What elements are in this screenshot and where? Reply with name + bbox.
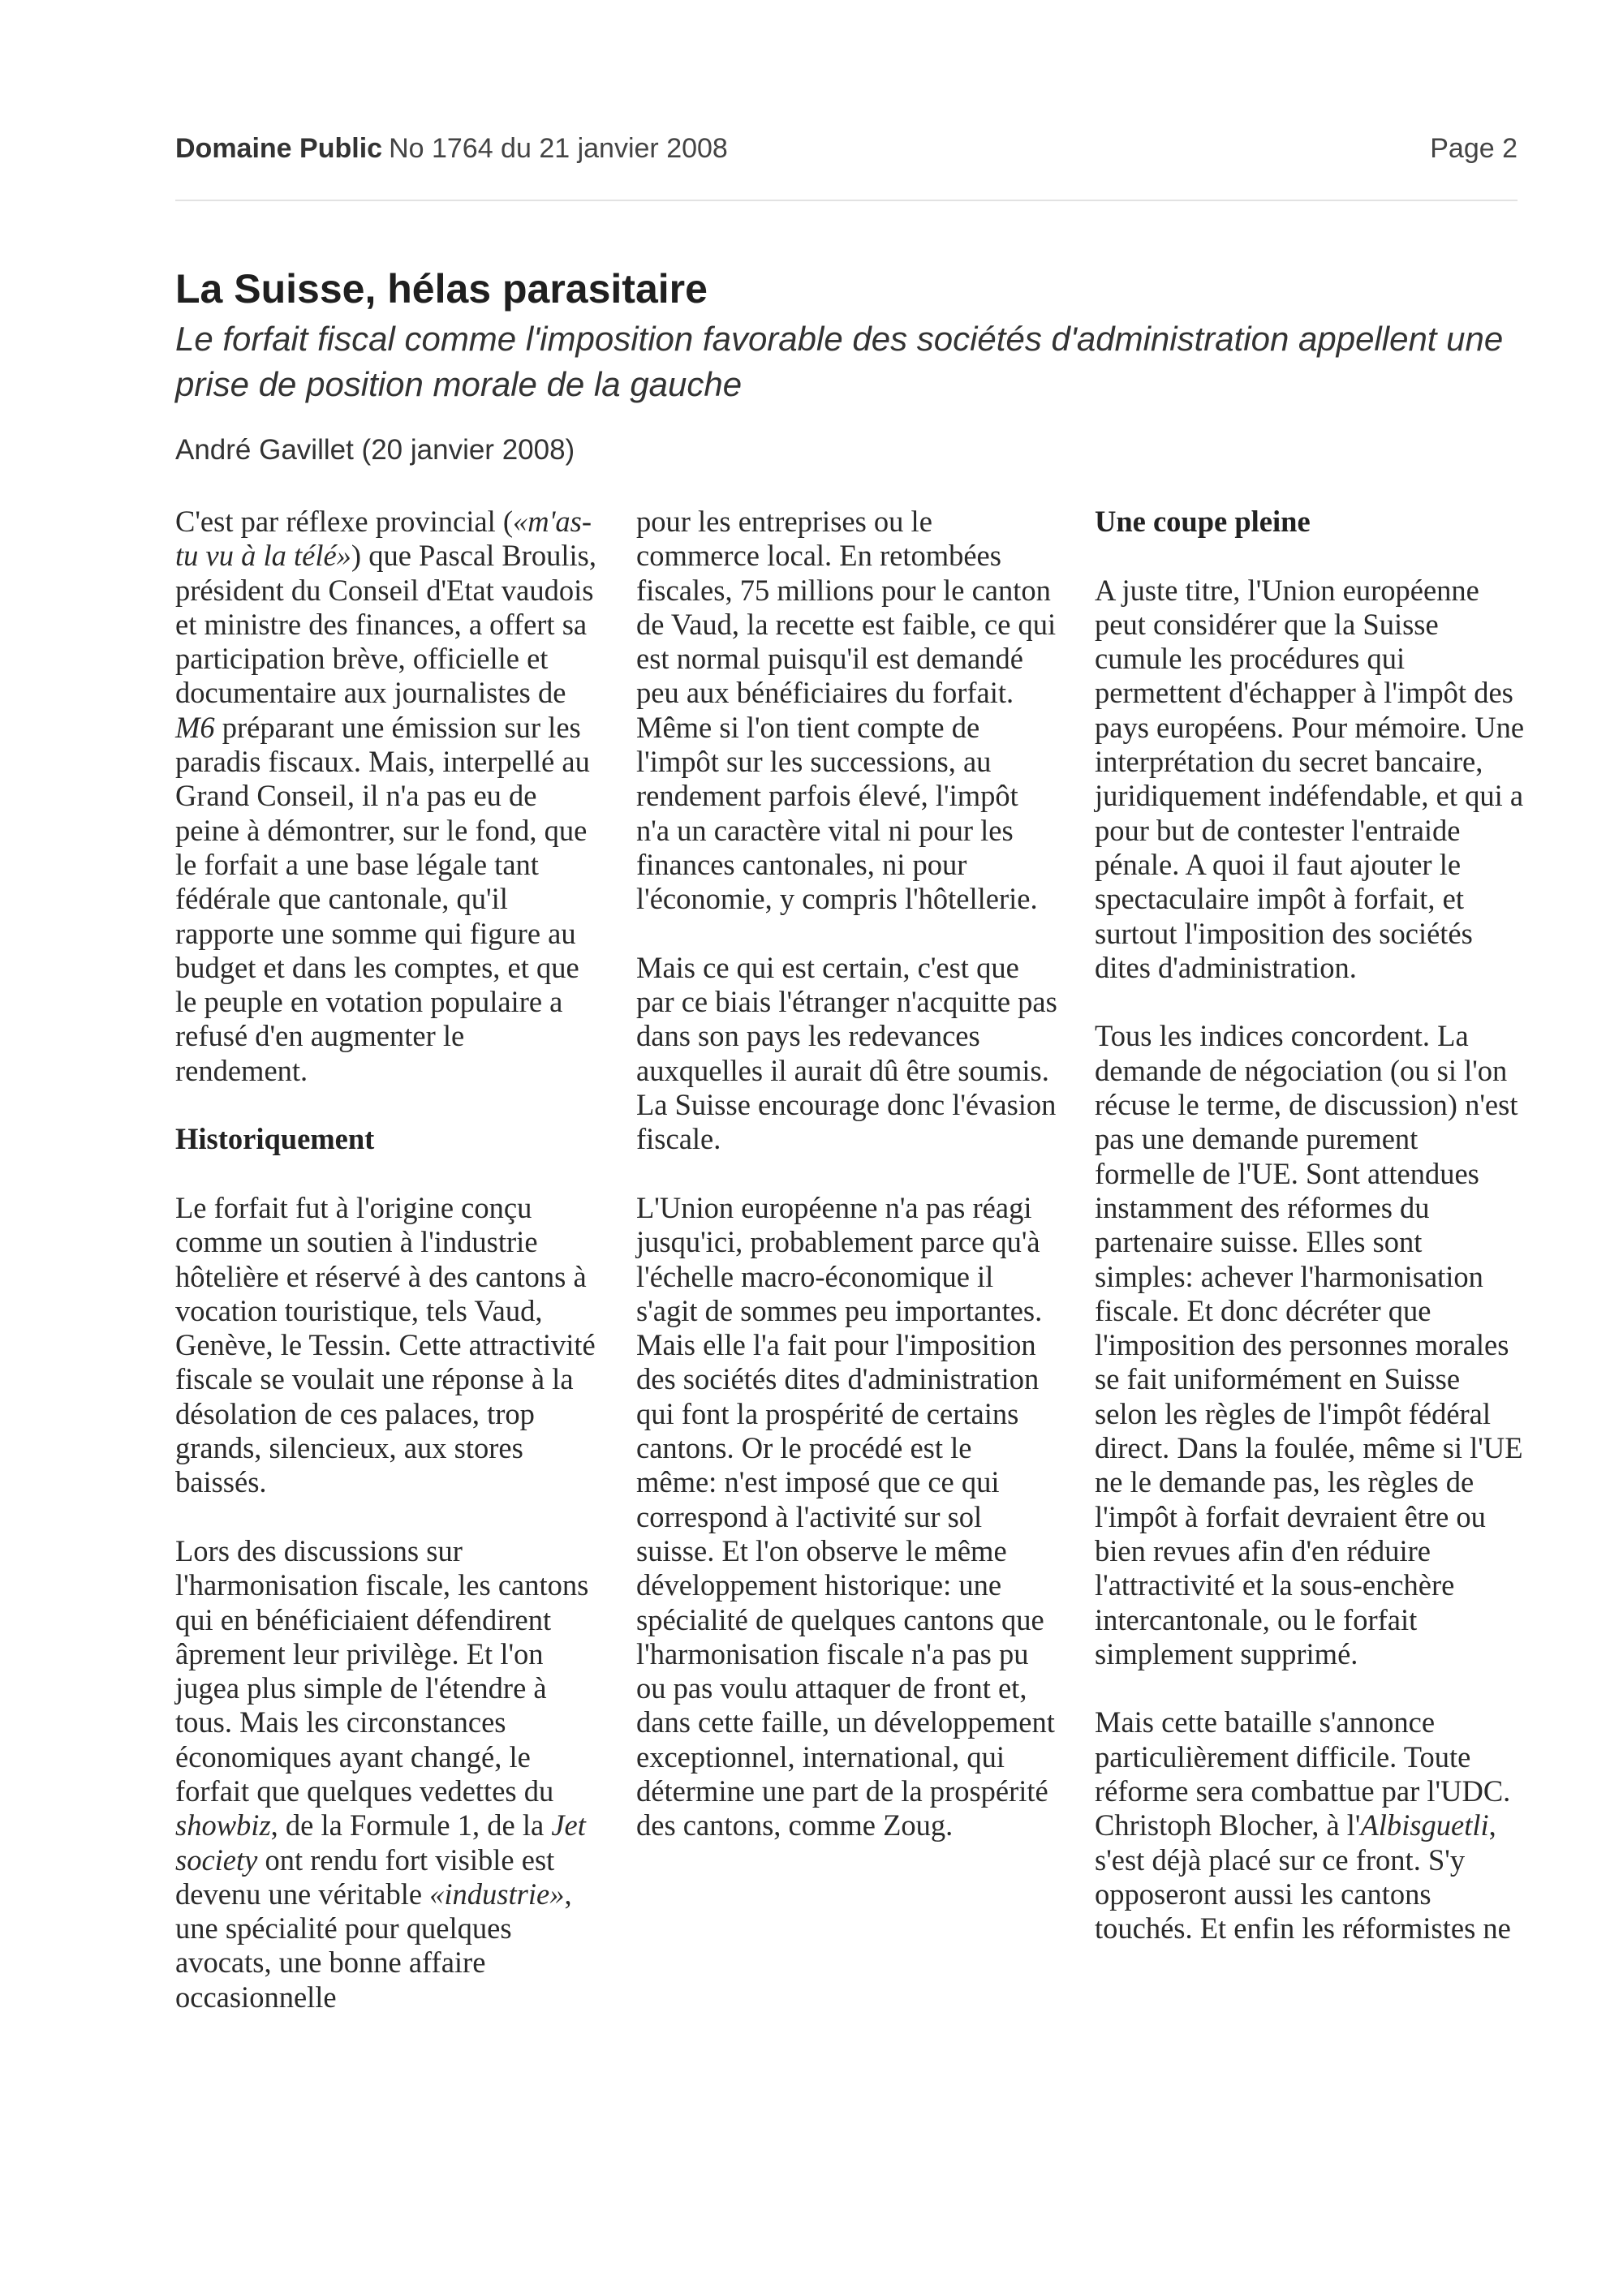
- italic-channel-name: M6: [175, 710, 215, 744]
- paragraph: Mais ce qui est certain, c'est que par ce biais l'étranger n'acquitte pas dans son pays les redevances auxquelles il aurait dû être soumis. La Suisse encourage donc l'évasion fiscale.: [636, 950, 1057, 1156]
- text-run: Lors des discussions sur l'harmonisation fiscale, les cantons qui en bénéficiaient défendirent âprement leur privilège. Et l'on jugea plus simple de l'étendre à tous. Mais les circonstances économiques ayant changé, le forfait que quelques vedettes du: [175, 1533, 589, 1808]
- article-author: André Gavillet (20 janvier 2008): [175, 434, 575, 466]
- page-number: Page 2: [1430, 133, 1518, 164]
- publication-name: Domaine Public: [175, 133, 383, 164]
- paragraph: pour les entreprises ou le commerce local. En retombées fiscales, 75 millions pour le canton de Vaud, la recette est faible, ce qui est normal puisqu'il est demandé peu aux bénéficiaires du forfait. Même si l'on tient compte de l'impôt sur les successions, au rendement parfois élevé, l'impôt n'a un caractère vital ni pour les finances cantonales, ni pour l'économie, y compris l'hôtellerie.: [636, 505, 1057, 916]
- paragraph: L'Union européenne n'a pas réagi jusqu'ici, probablement parce qu'à l'échelle macro-économique il s'agit de sommes peu importantes. Mais elle l'a fait pour l'imposition des sociétés dites d'administration qui font la prospérité de certains cantons. Or le procédé est le même: n'est imposé que ce qui correspond à l'activité sur sol suisse. Et l'on observe le même développement historique: une spécialité de quelques cantons que l'harmonisation fiscale n'a pas pu ou pas voulu attaquer de front et, dans cette faille, un développement exceptionnel, international, qui détermine une part de la prospérité des cantons, comme Zoug.: [636, 1190, 1055, 1842]
- header-divider: [175, 200, 1518, 201]
- text-run: ) que Pascal Broulis, président du Conseil d'Etat vaudois et ministre des finances, a offert sa participation brève, officielle et documentaire aux journalistes de: [175, 539, 597, 710]
- italic-term: «industrie»: [429, 1877, 565, 1911]
- section-heading-coupe-pleine: Une coupe pleine: [1095, 505, 1311, 538]
- text-run: , de la Formule 1, de la: [270, 1808, 552, 1842]
- paragraph: Tous les indices concordent. La demande de négociation (ou si l'on récuse le terme, de discussion) n'est pas une demande purement formelle de l'UE. Sont attendues instamment des réformes du partenaire suisse. Elles sont simples: achever l'harmonisation fiscale. Et donc décréter que l'imposition des personnes morales se fait uniformément en Suisse selon les règles de l'impôt fédéral direct. Dans la foulée, même si l'UE ne le demande pas, les règles de l'impôt à forfait devraient être ou bien revues afin d'en réduire l'attractivité et la sous-enchère intercantonale, ou le forfait simplement supprimé.: [1095, 1019, 1523, 1670]
- text-run: C'est par réflexe provincial (: [175, 505, 514, 538]
- italic-quote: «m'as-tu vu à la télé»: [175, 505, 592, 573]
- paragraph: [1095, 1705, 1525, 1946]
- column-1: [175, 505, 597, 2049]
- text-run: Mais cette bataille s'annonce particulièrement difficile. Toute réforme sera combattue par l'UDC. Christoph Blocher, à l': [1095, 1705, 1511, 1842]
- paragraph: A juste titre, l'Union européenne peut considérer que la Suisse cumule les procédures qui permettent d'échapper à l'impôt des pays européens. Pour mémoire. Une interprétation du secret bancaire, juridiquement indéfendable, et qui a pour but de contester l'entraide pénale. A quoi il faut ajouter le spectaculaire impôt à forfait, et surtout l'imposition des sociétés dites d'administration.: [1095, 573, 1525, 984]
- article-title: La Suisse, hélas parasitaire: [175, 266, 708, 312]
- italic-term: showbiz: [175, 1808, 271, 1842]
- article-subtitle: Le forfait fiscal comme l'imposition favorable des sociétés d'administration appellent une prise de position morale de la gauche: [175, 320, 1504, 403]
- column-2: [636, 505, 1058, 1877]
- text-run: , s'est déjà placé sur ce front. S'y opposeront aussi les cantons touchés. Et enfin les réformistes ne: [1095, 1808, 1511, 1946]
- paragraph: [175, 505, 597, 1088]
- paragraph: [175, 1534, 597, 2014]
- italic-place-name: Albisguetli: [1360, 1808, 1489, 1842]
- text-run: , une spécialité pour quelques avocats, une bonne affaire occasionnelle: [175, 1877, 572, 2014]
- page-header: [175, 133, 1518, 165]
- text-run: ont rendu fort visible est devenu une véritable: [175, 1842, 555, 1911]
- italic-term: Jet society: [175, 1808, 586, 1877]
- issue-info: No 1764 du 21 janvier 2008: [389, 133, 728, 164]
- paragraph: Le forfait fut à l'origine conçu comme un soutien à l'industrie hôtelière et réservé à des cantons à vocation touristique, tels Vaud, Genève, le Tessin. Cette attractivité fiscale se voulait une réponse à la désolation de ces palaces, trop grands, silencieux, aux stores baissés.: [175, 1190, 596, 1499]
- section-heading-historiquement: Historiquement: [175, 1122, 375, 1156]
- text-run: préparant une émission sur les paradis fiscaux. Mais, interpellé au Grand Conseil, il n'a pas eu de peine à démontrer, sur le fond, que le forfait a une base légale tant fédérale que cantonale, qu'il rapporte une somme qui figure au budget et dans les comptes, et que le peuple en votation populaire a refusé d'en augmenter le rendement.: [175, 710, 590, 1087]
- column-3: [1095, 505, 1525, 1980]
